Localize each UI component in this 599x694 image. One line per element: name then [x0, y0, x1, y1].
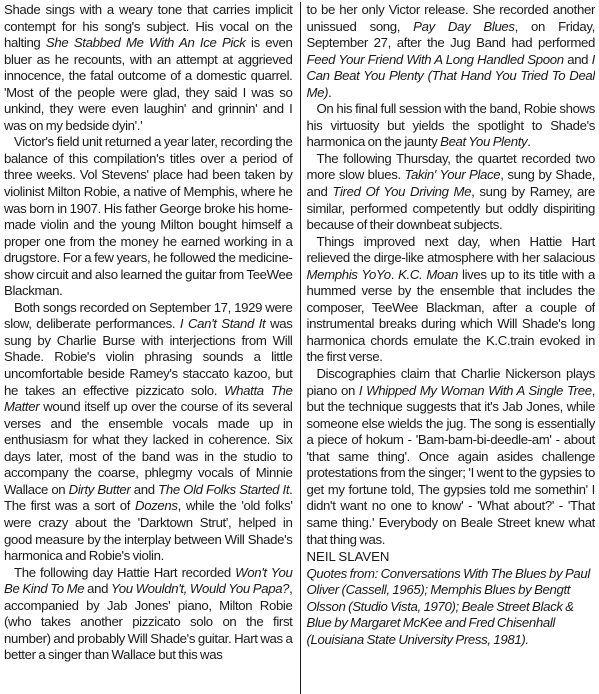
- title-italic: Dozens: [135, 498, 178, 514]
- title-italic: Pay Day Blues: [413, 18, 515, 34]
- title-italic: I Whipped My Woman With A Single Tree: [358, 382, 592, 398]
- title-italic: The Old Folks Started It: [158, 481, 290, 497]
- title-italic: K.C. Moan: [398, 266, 458, 282]
- title-italic: Whatta The Matter: [4, 382, 293, 415]
- title-italic: Tired Of You Driving Me: [332, 184, 472, 200]
- paragraph: Shade sings with a weary tone that carries implicit contempt for his song's subject. His vocal on the halting She Stabbed Me With An Ice Pick is even bluer as he recounts, with an attempt at aggrieved innocence, the fatal outcome of a domestic quarrel. 'Most of the people were glad, they said I was so unkind, they were even laughin' and grinnin' and I was on my bedside dyin'.': [4, 2, 293, 133]
- author-byline: NEIL SLAVEN: [306, 549, 390, 565]
- paragraph: Things improved next day, when Hattie Hart relieved the dirge-like atmosphere with her salacious Memphis YoYo. K.C. Moan lives up to its title with a hummed verse by the ensemble that includes the composer, TeeWee Blackman, after a couple of instrumental breaks during which Will Shade's long harmonica chords emulate the K.C.train evoked in the first verse.: [306, 233, 595, 365]
- quote-sources: Quotes from: Conversations With The Blues by Paul Oliver (Cassell, 1965); Memphis Blues by Bengtt Olsson (Studio Vista, 1970); Beale Street Black & Blue by Margaret McKee and Fred Chisenhall (Louisiana State University Press, 1981).: [306, 565, 590, 647]
- title-italic: Memphis YoYo: [306, 266, 391, 282]
- title-italic: Won't You Be Kind To Me: [4, 564, 293, 597]
- title-italic: You Wouldn't, Would You Papa?: [111, 581, 290, 597]
- right-column: [301, 2, 596, 694]
- title-italic: I Can Beat You Plenty (That Hand You Tried To Deal Me): [306, 51, 595, 100]
- paragraph: On his final full session with the band, Robie shows his virtuosity but yields the spotlight to Shade's harmonica on the jaunty Beat You Plenty.: [306, 101, 595, 150]
- title-italic: Takin' Your Place: [404, 167, 501, 183]
- title-italic: Feed Your Friend With A Long Handled Spoon: [306, 51, 564, 67]
- left-column: [4, 2, 300, 694]
- title-italic: She Stabbed Me With An Ice Pick: [45, 35, 246, 51]
- paragraph: to be her only Victor release. She recorded another unissued song, Pay Day Blues, on Friday, September 27, after the Jug Band had performed Feed Your Friend With A Long Handled Spoon and I Can Beat You Plenty (That Hand You Tried To Deal Me).: [306, 2, 595, 100]
- title-italic: I Can't Stand It: [179, 316, 266, 332]
- paragraph: Victor's field unit returned a year later, recording the balance of this compilation's titles over a period of three weeks. Vol Stevens' place had been taken by violinist Milton Robie, a native of Memphis, where he was born in 1907. His father George broke his home-made violin and the young Milton bought himself a proper one from the money he earned working in a drugstore. For a few years, he followed the medicine-show circuit and also learned the guitar from TeeWee Blackman.: [4, 134, 293, 299]
- paragraph: The following Thursday, the quartet recorded two more slow blues. Takin' Your Place, sung by Shade, and Tired Of You Driving Me, sung by Ramey, are similar, performed competently but oddly dispiriting because of their downbeat subjects.: [306, 150, 595, 233]
- paragraph: The following day Hattie Hart recorded Won't You Be Kind To Me and You Wouldn't, Would You Papa?, accompanied by Jab Jones' piano, Milton Robie (who takes another pizzicato solo on the first number) and probably Will Shade's guitar. Hart was a better a singer than Wallace but this was: [4, 564, 293, 663]
- paragraph: Discographies claim that Charlie Nickerson plays piano on I Whipped My Woman With A Single Tree, but the technique suggests that it's Jab Jones, while someone else wields the jug. The song is essentially a piece of hokum - 'Bam-bam-bi-deedle-am' - about 'that same thing'. Once again asides challenge protestations from the singer; 'I went to the gypsies to get my fortune told, The gypsies told me somethin' I didn't want no one to know' - 'What about?' - 'That same thing.' Everybody on Beale Street knew what that thing was.: [306, 366, 595, 547]
- title-italic: Dirty Butter: [68, 481, 131, 497]
- title-italic: Beat You Plenty: [440, 134, 528, 150]
- paragraph: Both songs recorded on September 17, 1929 were slow, deliberate performances. I Can't Stand It was sung by Charlie Burse with interjections from Will Shade. Robie's violin phrasing sounds a little uncomfortable beside Ramey's staccato kazoo, but he takes an effective pizzicato solo. Whatta The Matter wound itself up over the course of its several verses and the ensemble vocals made up in enthusiasm for what they lacked in coherence. Six days later, most of the band was in the studio to accompany the coarse, phlegmy vocals of Minnie Wallace on Dirty Butter and The Old Folks Started It. The first was a sort of Dozens, while the 'old folks' were crazy about the 'Darktown Strut', helped in good measure by the interplay between Will Shade's harmonica and Robie's violin.: [4, 299, 293, 564]
